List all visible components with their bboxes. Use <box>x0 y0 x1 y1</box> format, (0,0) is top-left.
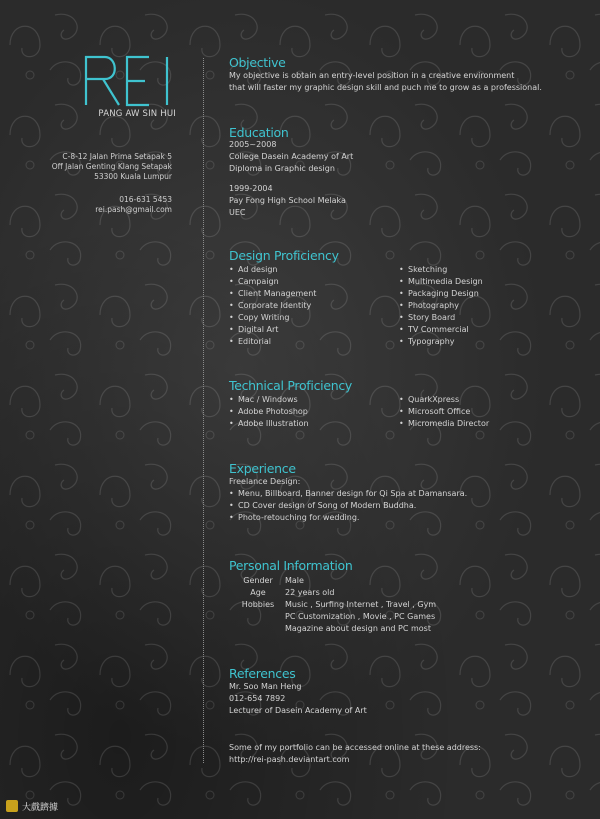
info-value: Music , Surfing Internet , Travel , Gym <box>285 600 437 609</box>
objective-heading: Objective <box>229 55 286 70</box>
experience-list <box>229 488 467 524</box>
portfolio-note <box>229 742 481 766</box>
email-address: rei.pash@gmail.com <box>95 205 172 214</box>
rei-logo <box>83 53 175 107</box>
info-row <box>231 611 436 623</box>
list-item: • Adobe Illustration <box>229 418 309 430</box>
info-row <box>231 623 436 635</box>
list-item: • Sketching <box>399 264 483 276</box>
education-school: Pay Fong High School Melaka <box>229 196 346 205</box>
reference-line: Mr. Soo Man Heng <box>229 682 302 691</box>
contact-block <box>0 195 172 215</box>
education-qualification: UEC <box>229 208 246 217</box>
education-qualification: Diploma in Graphic design <box>229 164 335 173</box>
education-entry <box>229 139 353 175</box>
personal-info-table <box>231 575 436 635</box>
info-key: Hobbies <box>241 600 275 609</box>
list-item: • Client Management <box>229 288 316 300</box>
list-item: • Micromedia Director <box>399 418 489 430</box>
full-name: PANG AW SIN HUI <box>98 109 176 119</box>
info-value: Magazine about design and PC most <box>285 624 431 633</box>
info-value: Male <box>285 576 304 585</box>
watermark-badge-icon <box>6 800 18 812</box>
technical-skills-col1 <box>229 394 309 430</box>
personal-info-heading: Personal Information <box>229 558 353 573</box>
portfolio-line: Some of my portfolio can be accessed online at these address: <box>229 743 481 752</box>
objective-line: that will faster my graphic design skill and puch me to grow as a professional. <box>229 83 542 92</box>
info-key <box>231 623 285 635</box>
list-item: • Photography <box>399 300 483 312</box>
list-item: • Ad design <box>229 264 316 276</box>
design-skills-col1 <box>229 264 316 348</box>
experience-intro: Freelance Design: <box>229 477 301 486</box>
list-item: • Corporate Identity <box>229 300 316 312</box>
address-line: 53300 Kuala Lumpur <box>94 172 172 181</box>
education-heading: Education <box>229 125 289 140</box>
address-line: Off Jalan Genting Klang Setapak <box>51 162 172 171</box>
list-item: • Copy Writing <box>229 312 316 324</box>
list-item: • TV Commercial <box>399 324 483 336</box>
list-item: • Multimedia Design <box>399 276 483 288</box>
address-line: C-8-12 Jalan Prima Setapak 5 <box>62 152 172 161</box>
phone-number: 016-631 5453 <box>119 195 172 204</box>
list-item: • QuarkXpress <box>399 394 489 406</box>
info-value: 22 years old <box>285 588 335 597</box>
list-item: • Typography <box>399 336 483 348</box>
info-key: Age <box>250 588 266 597</box>
info-row <box>231 575 436 587</box>
experience-heading: Experience <box>229 461 296 476</box>
reference-line: 012-654 7892 <box>229 694 286 703</box>
watermark-text: 大戲躋據 <box>22 802 59 813</box>
technical-proficiency-heading: Technical Proficiency <box>229 378 353 393</box>
design-proficiency-heading: Design Proficiency <box>229 248 339 263</box>
list-item: • Photo-retouching for wedding. <box>229 512 467 524</box>
references-text <box>229 681 367 717</box>
design-skills-col2 <box>399 264 483 348</box>
list-item: • Microsoft Office <box>399 406 489 418</box>
info-key: Gender <box>243 576 273 585</box>
education-entry <box>229 183 346 219</box>
list-item: • CD Cover design of Song of Modern Buddha. <box>229 500 467 512</box>
info-row <box>231 587 436 599</box>
list-item: • Editorial <box>229 336 316 348</box>
education-school: College Dasein Academy of Art <box>229 152 354 161</box>
portfolio-url[interactable]: http://rei-pash.deviantart.com <box>229 755 350 764</box>
technical-skills-col2 <box>399 394 489 430</box>
list-item: • Digital Art <box>229 324 316 336</box>
references-heading: References <box>229 666 296 681</box>
objective-text <box>229 70 542 94</box>
list-item: • Mac / Windows <box>229 394 309 406</box>
watermark <box>6 798 58 814</box>
list-item: • Campaign <box>229 276 316 288</box>
list-item: • Menu, Billboard, Banner design for Qi Spa at Damansara. <box>229 488 467 500</box>
list-item: • Packaging Design <box>399 288 483 300</box>
list-item: • Adobe Photoshop <box>229 406 309 418</box>
reference-line: Lecturer of Dasein Academy of Art <box>229 706 367 715</box>
education-dates: 2005~2008 <box>229 140 277 149</box>
objective-line: My objective is obtain an entry-level position in a creative environment <box>229 71 515 80</box>
list-item: • Story Board <box>399 312 483 324</box>
info-row <box>231 599 436 611</box>
address-block <box>0 152 172 182</box>
info-key <box>231 611 285 623</box>
vertical-divider <box>203 58 204 763</box>
info-value: PC Customization , Movie , PC Games <box>285 612 436 621</box>
education-dates: 1999-2004 <box>229 184 273 193</box>
